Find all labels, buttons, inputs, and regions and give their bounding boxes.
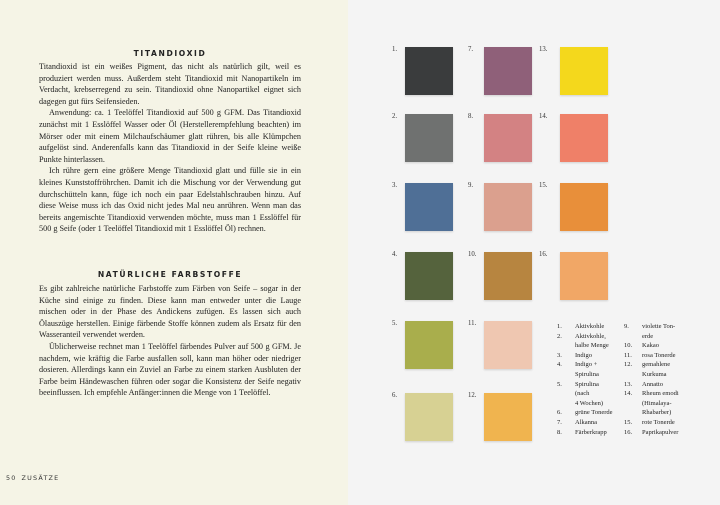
legend-item <box>624 322 706 341</box>
soap-swatch <box>560 252 608 300</box>
paragraph: Anwendung: ca. 1 Teelöffel Titandioxid auf 500 g GFM. Das Titandioxid zunächst mit 1 Esslöffel Wasser oder Öl (Herstellerempfehlung beachten) im Mörser oder mit einem Milchaufschäumer glatt rühren, bis alle Klümpchen aufgelöst sind. Anderenfalls kann das Titandioxid in der Seife kleine weiße Punkte hinterlassen. <box>39 108 301 164</box>
legend-item <box>557 428 627 438</box>
legend-number: 9. <box>624 323 629 330</box>
legend-label: grüne Tonerde <box>575 409 613 417</box>
legend-right <box>624 322 706 437</box>
legend-number: 8. <box>557 428 562 436</box>
paragraph: Es gibt zahlreiche natürliche Farbstoffe zum Färben von Seife – sogar in der Küche sind einige zu finden. Diese kann man entweder unter die Lauge mischen oder in der Phase des Andickens zufügen. Es lassen sich auch Ölauszüge herstellen. Einige färbende Stoffe können zudem als Ersatz für den Wasseranteil verwendet werden. <box>39 284 301 340</box>
legend-item <box>557 408 627 418</box>
swatch-number: 12. <box>468 392 477 399</box>
right-page-photo <box>348 0 720 505</box>
legend-label: Aktivkohle, halbe Menge <box>575 332 609 350</box>
legend-right-list <box>624 322 706 437</box>
page-footer <box>6 474 64 482</box>
legend-number: 7. <box>557 418 562 426</box>
swatch-number: 10. <box>468 251 477 258</box>
legend-left <box>557 322 627 437</box>
legend-number: 11. <box>624 351 632 359</box>
legend-item <box>557 360 627 379</box>
legend-number: 10. <box>624 342 633 350</box>
soap-swatch <box>405 321 453 369</box>
legend-number: 15. <box>624 418 633 426</box>
legend-item <box>624 351 706 361</box>
soap-swatch <box>405 114 453 162</box>
legend-label: Färberkrapp <box>575 428 607 436</box>
legend-number: 12. <box>624 361 633 369</box>
legend-label: Paprikapulver <box>642 428 679 436</box>
soap-swatch <box>560 183 608 231</box>
paragraph: Titandioxid ist ein weißes Pigment, das nicht als natürlich gilt, weil es produziert werden muss. Außerdem steht Titandioxid mit Nanopartikeln im Verdacht, krebserregend zu sein. Titandioxid ohne Nanopartikel eignet sich dagegen gut fürs Seifensieden. <box>39 62 301 106</box>
swatch-number: 9. <box>468 182 474 189</box>
legend-item <box>557 380 627 409</box>
paragraph: Üblicherweise rechnet man 1 Teelöffel färbendes Pulver auf 500 g GFM. Je nachdem, wie kräftig die Farbe ausfallen soll, kann man höher oder niedriger dosieren. Allerdings kann ein Zuviel an Farbe zu einem starken Ausbluten der Farbe beim Händewaschen führen oder sogar die Konsistenz der Seife negativ beeinflussen. Ich empfehle Anfänger:innen die Menge von 1 Teelöffel. <box>39 341 301 398</box>
section-title-farbstoffe: NATÜRLICHE FARBSTOFFE <box>97 270 243 279</box>
section-text-titandioxid <box>39 61 301 235</box>
legend-number: 16. <box>624 428 633 436</box>
swatch-number: 8. <box>468 113 474 120</box>
legend-label: gemahlene Kurkuma <box>642 361 671 378</box>
swatch-number: 16. <box>539 251 548 258</box>
legend-label: Alkanna <box>575 418 598 426</box>
swatch-number: 3. <box>392 182 398 189</box>
legend-label: rote Tonerde <box>642 418 675 426</box>
legend-item <box>624 380 706 390</box>
swatch-number: 6. <box>392 392 398 399</box>
soap-swatch <box>405 183 453 231</box>
section-label: ZUSÄTZE <box>21 474 60 482</box>
legend-number: 13. <box>624 380 633 388</box>
swatch-number: 5. <box>392 320 398 327</box>
legend-label: Indigo <box>575 351 592 359</box>
legend-item <box>624 389 706 418</box>
legend-item <box>624 341 706 351</box>
legend-number: 1. <box>557 323 562 330</box>
section-title-titandioxid: TITANDIOXID <box>133 49 207 58</box>
page-number: 50 <box>6 474 17 482</box>
legend-number: 3. <box>557 351 562 359</box>
legend-label: Annatto <box>642 380 663 388</box>
soap-swatch <box>484 252 532 300</box>
legend-number: 2. <box>557 332 562 340</box>
paragraph: Ich rühre gern eine größere Menge Titandioxid glatt und fülle sie in ein kleines Kunststoffröhrchen. Damit ich die Mischung vor der Verwendung gut durchschütteln kann, füge ich noch ein paar Edelstahlschrauben hinzu. Auf diese Weise muss ich das Oxid nicht jedes Mal neu anrühren. Wenn man das bereits angemischte Titandioxid verwenden möchte, muss man 1 Esslöffel für 500 g Seife (oder 1 Teelöffel Titandioxid mit 1 Esslöffel Öl) rechnen. <box>39 166 301 234</box>
legend-number: 5. <box>557 380 562 388</box>
swatch-number: 13. <box>539 46 548 53</box>
soap-swatch <box>484 114 532 162</box>
swatch-number: 1. <box>392 46 398 53</box>
swatch-number: 2. <box>392 113 398 120</box>
legend-label: violette Ton- erde <box>642 323 676 340</box>
soap-swatch <box>560 47 608 95</box>
legend-number: 4. <box>557 361 562 369</box>
swatch-number: 7. <box>468 46 474 53</box>
legend-item <box>624 428 706 438</box>
legend-item <box>624 360 706 379</box>
soap-swatch <box>405 47 453 95</box>
soap-swatch <box>484 47 532 95</box>
legend-label: Rheum emodi (Himalaya- Rhabarber) <box>642 390 679 417</box>
legend-label: Indigo + Spirulina <box>575 361 599 378</box>
legend-item <box>557 332 627 351</box>
swatch-number: 11. <box>468 320 477 327</box>
swatch-number: 15. <box>539 182 548 189</box>
swatch-number: 14. <box>539 113 548 120</box>
soap-swatch <box>405 393 453 441</box>
legend-label: Spirulina (nach 4 Wochen) <box>575 380 604 407</box>
soap-swatch <box>484 393 532 441</box>
left-page <box>0 0 348 505</box>
legend-number: 14. <box>624 390 633 398</box>
legend-item <box>557 322 627 332</box>
legend-item <box>557 351 627 361</box>
legend-label: Aktivkohle <box>575 323 605 330</box>
soap-swatch <box>484 183 532 231</box>
soap-swatch <box>405 252 453 300</box>
soap-swatch <box>484 321 532 369</box>
legend-label: Kakao <box>642 342 659 350</box>
soap-swatch <box>560 114 608 162</box>
legend-number: 6. <box>557 409 562 417</box>
legend-left-list <box>557 322 627 437</box>
legend-label: rosa Tonerde <box>642 351 676 359</box>
swatch-number: 4. <box>392 251 398 258</box>
legend-item <box>557 418 627 428</box>
legend-item <box>624 418 706 428</box>
section-text-farbstoffe <box>39 283 301 399</box>
